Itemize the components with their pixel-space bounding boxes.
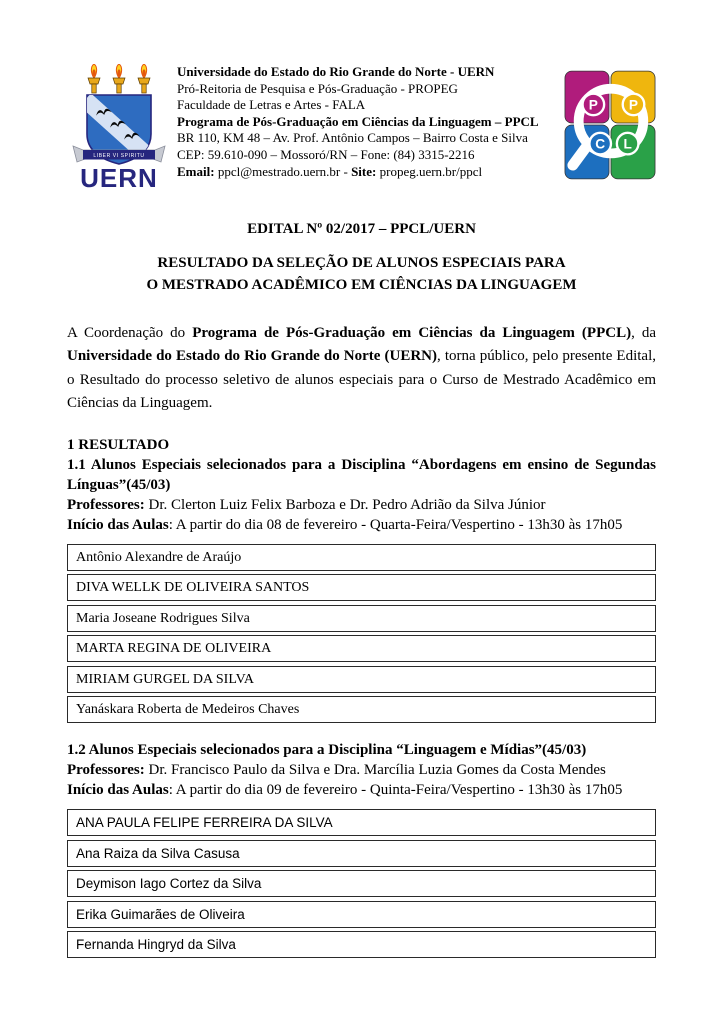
student-row: Antônio Alexandre de Araújo — [67, 544, 656, 571]
student-row: Fernanda Hingryd da Silva — [67, 931, 656, 958]
site-value: propeg.uern.br/ppcl — [376, 163, 483, 179]
student-row: Yanáskara Roberta de Medeiros Chaves — [67, 696, 656, 723]
student-row: Maria Joseane Rodrigues Silva — [67, 605, 656, 632]
professors-line — [67, 760, 656, 780]
subtitle-line: O MESTRADO ACADÊMICO EM CIÊNCIAS DA LINGUAGEM — [146, 276, 577, 293]
professors-value: Dr. Francisco Paulo da Silva e Dra. Marcília Luzia Gomes da Costa Mendes — [144, 762, 606, 779]
section-1-1 — [67, 435, 656, 535]
document-header — [67, 62, 656, 190]
institution-line: Pró-Reitoria de Pesquisa e Pós-Graduação - PROPEG — [177, 80, 458, 96]
ppcl-logo-icon — [563, 68, 657, 182]
student-row: MARTA REGINA DE OLIVEIRA — [67, 635, 656, 662]
torches-icon — [88, 64, 150, 93]
result-heading: 1 RESULTADO — [67, 436, 170, 453]
institution-line: Universidade do Estado do Rio Grande do Norte - UERN — [177, 64, 495, 79]
uern-wordmark: UERN — [80, 163, 158, 190]
student-row: Erika Guimarães de Oliveira — [67, 901, 656, 928]
professors-label: Professores: — [67, 496, 145, 513]
email-value: ppcl@mestrado.uern.br - — [214, 163, 352, 179]
intro-seg-bold: Universidade do Estado do Rio Grande do Norte (UERN) — [67, 348, 438, 365]
edital-title: EDITAL Nº 02/2017 – PPCL/UERN — [247, 221, 476, 237]
start-label: Início das Aulas — [67, 782, 169, 799]
section-1-2 — [67, 740, 656, 800]
institution-line: BR 110, KM 48 – Av. Prof. Antônio Campos – Bairro Costa e Silva — [177, 130, 528, 146]
institution-info — [177, 64, 563, 180]
intro-seg: , torna público, pelo presente Edital, o Resultado do processo seletivo de alunos especiais para o Curso de Mestrado Acadêmico em Ciências da Linguagem. — [67, 348, 657, 412]
start-value: : A partir do dia 09 de fevereiro - Quinta-Feira/Vespertino - 13h30 às 17h05 — [168, 782, 623, 799]
student-row: MIRIAM GURGEL DA SILVA — [67, 666, 656, 693]
ppcl-letter: P — [588, 97, 598, 113]
student-row: Ana Raiza da Silva Casusa — [67, 840, 656, 867]
discipline-1-1-title: 1.1 Alunos Especiais selecionados para a Disciplina “Abordagens em ensino de Segundas Línguas”(45/03) — [67, 456, 656, 493]
students-table-1 — [67, 544, 656, 724]
start-value: : A partir do dia 08 de fevereiro - Quarta-Feira/Vespertino - 13h30 às 17h05 — [168, 516, 623, 533]
student-row: Deymison Iago Cortez da Silva — [67, 870, 656, 897]
subtitle-line: RESULTADO DA SELEÇÃO DE ALUNOS ESPECIAIS PARA — [157, 255, 566, 271]
professors-label: Professores: — [67, 762, 145, 779]
ppcl-letter: C — [595, 136, 606, 152]
intro-paragraph — [67, 322, 656, 416]
professors-line — [67, 495, 656, 515]
intro-seg: A Coordenação do — [67, 325, 193, 341]
email-label: Email: — [177, 163, 215, 179]
institution-line: CEP: 59.610-090 – Mossoró/RN – Fone: (84) 3315-2216 — [177, 146, 475, 162]
student-row: DIVA WELLK DE OLIVEIRA SANTOS — [67, 574, 656, 601]
ppcl-letter: L — [623, 136, 632, 152]
student-row: ANA PAULA FELIPE FERREIRA DA SILVA — [67, 809, 656, 836]
edital-subtitle — [67, 253, 656, 296]
ppcl-letter: P — [628, 97, 639, 113]
site-label: Site: — [351, 163, 377, 179]
start-line — [67, 780, 656, 800]
intro-seg-bold: Programa de Pós-Graduação em Ciências da Linguagem (PPCL) — [192, 325, 632, 341]
professors-value: Dr. Clerton Luiz Felix Barboza e Dr. Pedro Adrião da Silva Júnior — [144, 496, 546, 513]
contact-line — [177, 164, 563, 181]
uern-motto: LIBER VI SPIRITU — [93, 153, 145, 159]
uern-crest-icon — [67, 64, 171, 190]
intro-seg: , da — [631, 325, 657, 341]
students-table-2 — [67, 809, 656, 958]
institution-line: Programa de Pós-Graduação em Ciências da Linguagem – PPCL — [177, 113, 539, 129]
institution-line: Faculdade de Letras e Artes - FALA — [177, 97, 366, 113]
start-line — [67, 515, 656, 535]
discipline-1-2-title: 1.2 Alunos Especiais selecionados para a Disciplina “Linguagem e Mídias”(45/03) — [67, 742, 587, 759]
start-label: Início das Aulas — [67, 516, 169, 533]
